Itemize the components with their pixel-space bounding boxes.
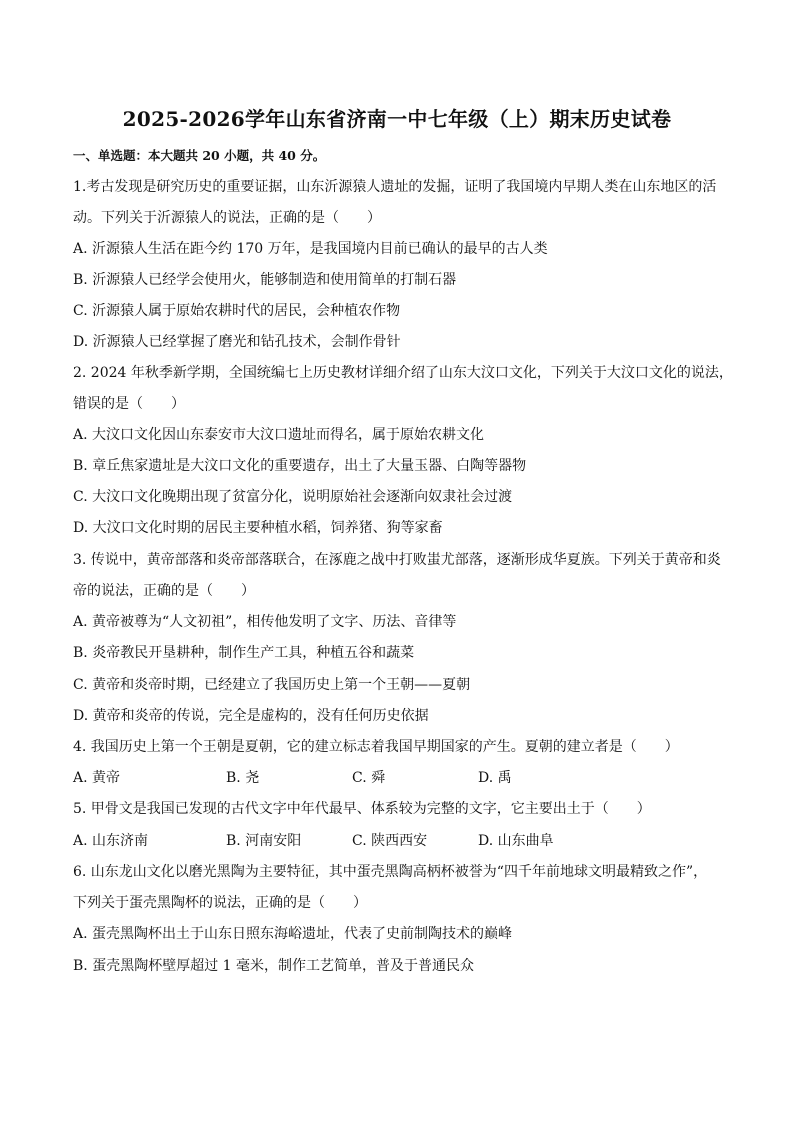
- page-title: 2025-2026学年山东省济南一中七年级（上）期末历史试卷: [122, 107, 672, 131]
- q4-option-d: D. 禹: [478, 770, 512, 786]
- q2-option-d: D. 大汶口文化时期的居民主要种植水稻，饲养猪、狗等家畜: [73, 520, 443, 536]
- q5-stem: 5. 甲骨文是我国已发现的古代文字中年代最早、体系较为完整的文字，它主要出土于（ ）: [73, 801, 651, 817]
- q2-option-a: A. 大汶口文化因山东泰安市大汶口遗址而得名，属于原始农耕文化: [73, 427, 485, 443]
- q4-option-b: B. 尧: [226, 770, 260, 786]
- q2-option-c: C. 大汶口文化晚期出现了贫富分化，说明原始社会逐渐向奴隶社会过渡: [73, 489, 513, 505]
- q6-stem-line2: 下列关于蛋壳黑陶杯的说法，正确的是（ ）: [73, 895, 367, 911]
- q1-option-b: B. 沂源猿人已经学会使用火，能够制造和使用简单的打制石器: [73, 272, 457, 288]
- q5-option-b: B. 河南安阳: [226, 833, 302, 849]
- q1-stem-line1: 1.考古发现是研究历史的重要证据，山东沂源猿人遗址的发掘，证明了我国境内早期人类在山东地区的活: [73, 179, 717, 195]
- q3-option-b: B. 炎帝教民开垦耕种，制作生产工具，种植五谷和蔬菜: [73, 645, 415, 661]
- q1-option-d: D. 沂源猿人已经掌握了磨光和钻孔技术，会制作骨针: [73, 334, 401, 350]
- q3-option-c: C. 黄帝和炎帝时期，已经建立了我国历史上第一个王朝——夏朝: [73, 677, 471, 693]
- q5-option-d: D. 山东曲阜: [478, 833, 554, 849]
- q4-stem: 4. 我国历史上第一个王朝是夏朝，它的建立标志着我国早期国家的产生。夏朝的建立者是（ ）: [73, 739, 679, 755]
- q2-option-b: B. 章丘焦家遗址是大汶口文化的重要遗存，出土了大量玉器、白陶等器物: [73, 458, 527, 474]
- q4-option-c: C. 舜: [352, 770, 386, 786]
- q4-option-a: A. 黄帝: [73, 770, 121, 786]
- q6-stem-line1: 6. 山东龙山文化以磨光黑陶为主要特征，其中蛋壳黑陶高柄杯被誉为“四千年前地球文明最精致之作”，: [73, 864, 708, 880]
- q6-option-b: B. 蛋壳黑陶杯壁厚超过 1 毫米，制作工艺简单，普及于普通民众: [73, 958, 474, 974]
- q3-option-a: A. 黄帝被尊为“人文初祖”，相传他发明了文字、历法、音律等: [73, 614, 457, 630]
- q1-stem-line2: 动。下列关于沂源猿人的说法，正确的是（ ）: [73, 210, 381, 226]
- q3-stem-line2: 帝的说法，正确的是（ ）: [73, 583, 255, 599]
- section-heading: 一、单选题：本大题共 20 小题，共 40 分。: [73, 148, 326, 163]
- q3-stem-line1: 3. 传说中，黄帝部落和炎帝部落联合，在涿鹿之战中打败蚩尤部落，逐渐形成华夏族。下列关于黄帝和炎: [73, 552, 721, 568]
- q5-option-c: C. 陕西西安: [352, 833, 428, 849]
- q3-option-d: D. 黄帝和炎帝的传说，完全是虚构的，没有任何历史依据: [73, 708, 429, 724]
- q1-option-a: A. 沂源猿人生活在距今约 170 万年，是我国境内目前已确认的最早的古人类: [73, 241, 548, 257]
- q2-stem-line2: 错误的是（ ）: [73, 396, 185, 412]
- q1-option-c: C. 沂源猿人属于原始农耕时代的居民，会种植农作物: [73, 303, 401, 319]
- q6-option-a: A. 蛋壳黑陶杯出土于山东日照东海峪遗址，代表了史前制陶技术的巅峰: [73, 926, 513, 942]
- q5-option-a: A. 山东济南: [73, 833, 149, 849]
- q2-stem-line1: 2. 2024 年秋季新学期，全国统编七上历史教材详细介绍了山东大汶口文化，下列关于大汶口文化的说法，: [73, 365, 733, 381]
